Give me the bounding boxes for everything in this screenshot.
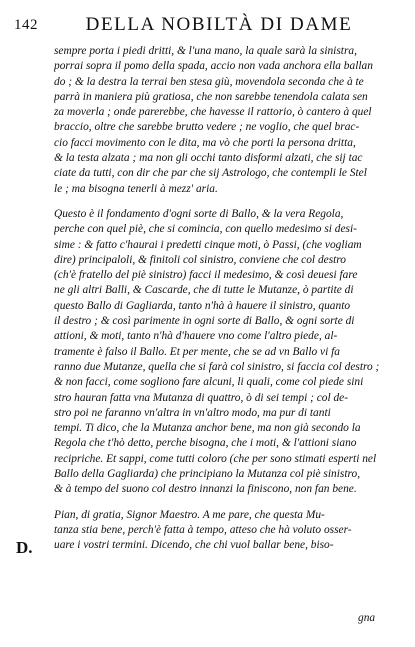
text-line: attioni, & moti, tanto n'hà d'hauere vno come l'altro piede, al-	[54, 330, 338, 343]
text-line: dire) principaloli, & finitoli col sinistro, conviene che col destro	[54, 253, 346, 266]
text-line: le ; ma bisogna tenerli à mezz' aria.	[54, 182, 218, 195]
text-line: parrà in maniera più gratiosa, che non sarebbe tenendola calata sen	[54, 90, 368, 103]
text-line: tanza stia bene, perch'è fatta à tempo, atteso che hà voluto osser-	[54, 523, 352, 536]
running-head: DELLA NOBILTÀ DI DAME	[85, 14, 353, 35]
text-line: sime : & fatto c'haurai i predetti cinque moti, ò Passi, (che vogliam	[54, 238, 362, 251]
text-line: perche con quel piè, che si comincia, con quello medesimo si desi-	[54, 223, 357, 236]
text-line: sempre porta i piedi dritti, & l'una mano, la quale sarà la sinistra,	[54, 45, 357, 57]
text-line: & non facci, come sogliono fare alcuni, li quali, come col piede sini	[54, 376, 364, 389]
text-line: Regola che t'hò detto, perche bisogna, che i moti, & l'attioni siano	[54, 437, 357, 450]
body-text	[54, 44, 394, 554]
speaker-label: D.	[16, 538, 33, 557]
text-line: Questo è il fondamento d'ogni sorte di Ballo, & la vera Regola,	[54, 207, 344, 220]
text-line: braccio, oltre che sarebbe brutto vedere ; ne voglio, che quel brac-	[54, 121, 360, 134]
page-header	[14, 14, 399, 38]
text-line: tramente è falso il Ballo. Et per mente, che se ad vn Ballo vi fa	[54, 345, 340, 358]
paragraph-gap	[54, 197, 394, 207]
paragraph-gap	[54, 498, 394, 508]
text-line: Ballo della Gagliarda) che principiano la Mutanza col piè sinistro,	[54, 468, 361, 481]
text-line: & à tempo del suono col destro innanzi la finiscono, non fan bene.	[54, 483, 357, 496]
text-line: ciate da tutti, con dir che par che sij Astrologo, che contempli le Stel	[54, 167, 367, 180]
text-line: stro poi ne faranno vn'altra in vn'altro modo, ma pur di tanti	[54, 406, 331, 419]
text-line: il destro ; & così parimente in ogni sorte di Ballo, & ogni sorte di	[54, 315, 355, 328]
page-number: 142	[14, 17, 38, 33]
text-line: porrai sopra il pomo della spada, accio non vada anchora ella ballan	[54, 60, 373, 73]
text-line: uare i vostri termini. Dicendo, che chi vuol ballar bene, biso-	[54, 539, 334, 552]
text-line: do ; & la destra la terrai ben stesa giù, movendola seconda che à te	[54, 75, 364, 88]
text-line: Pian, di gratia, Signor Maestro. A me pare, che questa Mu-	[54, 508, 325, 521]
text-line: ne gli altri Balli, & Cascarde, che di tutte le Mutanze, ò partite di	[54, 284, 354, 297]
text-line: tempi. Ti dico, che la Mutanza anchor bene, ma non già secondo la	[54, 422, 361, 435]
catchword: gna	[358, 612, 376, 624]
text-line: questo Ballo di Gagliarda, tanto n'hà à hauere il sinistro, quanto	[54, 299, 351, 312]
text-line: stro hauran fatta vna Mutanza di quattro, ò di sei tempi ; col de-	[54, 391, 349, 404]
text-line: za moverla ; onde parerebbe, che havesse il rattorio, ò cantero à quel	[54, 106, 372, 119]
text-line: & la testa alzata ; ma non gli occhi tanto disformi alzati, che sij tac	[54, 152, 363, 165]
text-line: ranno due Mutanze, quella che si farà col sinistro, si faccia col destro ;	[54, 360, 380, 373]
text-line: (ch'è fratello del piè sinistro) facci il medesimo, & così deuesi fare	[54, 269, 358, 282]
text-line: recipriche. Et sappi, come tutti coloro (che per sono stimati esperti nel	[54, 452, 377, 465]
text-line: cio facci movimento con le dita, ma vò che porti la persona dritta,	[54, 136, 356, 149]
